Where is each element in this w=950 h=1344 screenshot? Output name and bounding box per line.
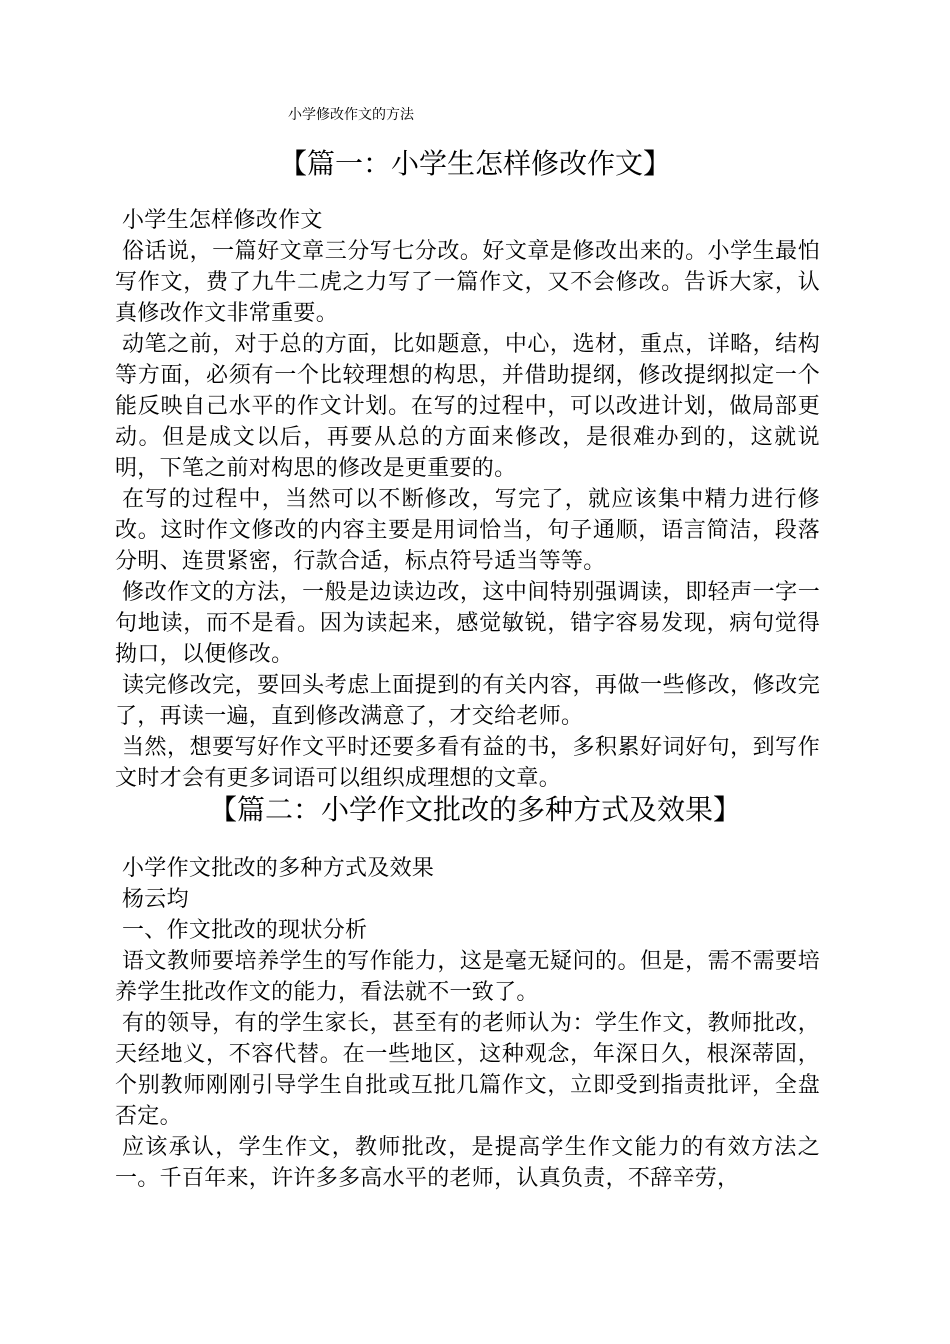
section-two-paragraph: 有的领导，有的学生家长，甚至有的老师认为：学生作文，教师批改，天经地义，不容代替。在一些地区，这种观念，年深日久，根深蒂固，个别教师刚刚引导学生自批或互批几篇作文，立即受到指责批评，全盘否定。 — [115, 1011, 820, 1129]
section-one-title: 【篇一：小学生怎样修改作文】 — [278, 147, 671, 180]
section-one-paragraph: 当然，想要写好作文平时还要多看有益的书，多积累好词好句，到写作文时才会有更多词语可以组织成理想的文章。 — [115, 735, 820, 791]
section-two-subtitle: 小学作文批改的多种方式及效果 — [122, 856, 435, 881]
section-two-paragraph: 应该承认，学生作文，教师批改，是提高学生作文能力的有效方法之一。千百年来，许许多多高水平的老师，认真负责，不辞辛劳， — [115, 1135, 820, 1191]
section-one-paragraph: 读完修改完，要回头考虑上面提到的有关内容，再做一些修改，修改完了，再读一遍，直到修改满意了，才交给老师。 — [115, 673, 820, 729]
section-one-body — [115, 205, 820, 794]
running-header: 小学修改作文的方法 — [288, 107, 414, 123]
section-one-paragraph: 修改作文的方法，一般是边读边改，这中间特别强调读，即轻声一字一句地读，而不是看。因为读起来，感觉敏锐，错字容易发现，病句觉得拗口，以便修改。 — [115, 580, 820, 667]
section-one-paragraph: 动笔之前，对于总的方面，比如题意，中心，选材，重点，详略，结构等方面，必须有一个比较理想的构思，并借助提纲，修改提纲拟定一个能反映自己水平的作文计划。在写的过程中，可以改进计划，做局部更动。但是成文以后，再要从总的方面来修改，是很难办到的，这就说明，下笔之前对构思的修改是更重要的。 — [115, 332, 820, 481]
section-two-paragraph: 语文教师要培养学生的写作能力，这是毫无疑问的。但是，需不需要培养学生批改作文的能力，看法就不一致了。 — [115, 949, 820, 1005]
author-name: 杨云均 — [122, 887, 189, 912]
section-one-paragraph: 俗话说，一篇好文章三分写七分改。好文章是修改出来的。小学生最怕写作文，费了九牛二虎之力写了一篇作文，又不会修改。告诉大家，认真修改作文非常重要。 — [115, 239, 820, 326]
section-two-heading: 一、作文批改的现状分析 — [122, 918, 368, 943]
section-one-subtitle: 小学生怎样修改作文 — [122, 208, 323, 233]
section-two-body — [115, 853, 820, 1194]
section-two-title: 【篇二：小学作文批改的多种方式及效果】 — [208, 793, 741, 826]
section-one-paragraph: 在写的过程中，当然可以不断修改，写完了，就应该集中精力进行修改。这时作文修改的内容主要是用词恰当，句子通顺，语言简洁，段落分明、连贯紧密，行款合适，标点符号适当等等。 — [115, 487, 820, 574]
